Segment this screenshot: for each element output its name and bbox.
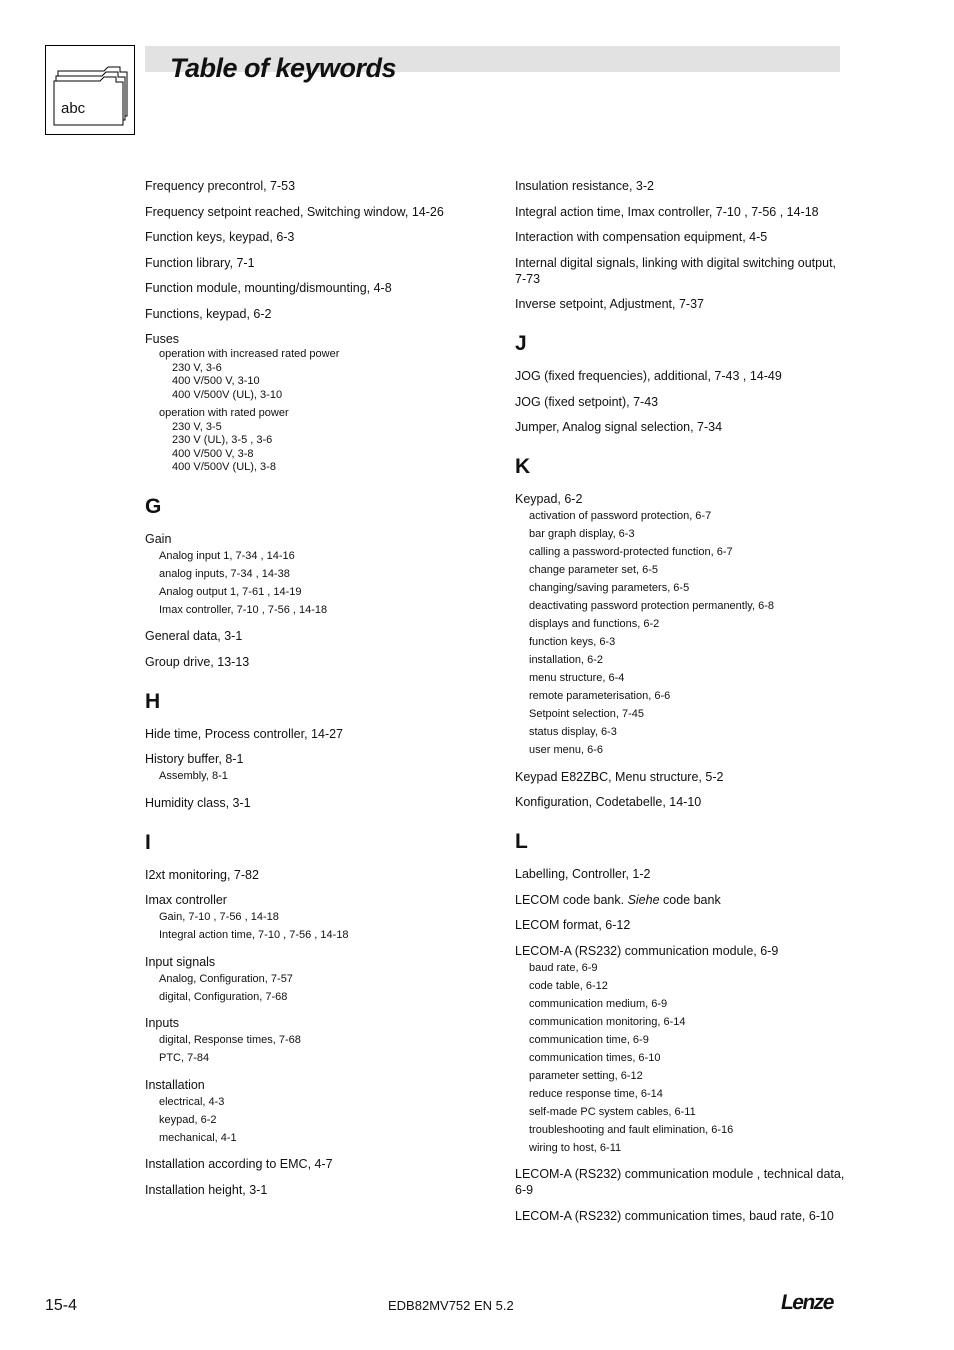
- index-entry: LECOM-A (RS232) communication module, 6-9: [515, 943, 779, 958]
- index-subentry: operation with rated power: [159, 407, 289, 419]
- index-entry: Frequency setpoint reached, Switching window, 14-26: [145, 204, 444, 219]
- index-entry: Integral action time, Imax controller, 7-10 , 7-56 , 14-18: [515, 204, 819, 219]
- index-entry: Gain: [145, 531, 172, 546]
- index-subentry: Gain, 7-10 , 7-56 , 14-18: [159, 911, 279, 923]
- see-reference: Siehe: [627, 892, 660, 907]
- page-number: 15-4: [45, 1297, 78, 1314]
- index-entry: Installation according to EMC, 4-7: [145, 1157, 333, 1171]
- index-subentry: reduce response time, 6-14: [529, 1087, 663, 1100]
- section-letter-j: J: [515, 332, 527, 355]
- section-letter-i: I: [145, 830, 151, 854]
- index-subentry: baud rate, 6-9: [529, 961, 598, 974]
- index-subentry: parameter setting, 6-12: [529, 1069, 643, 1082]
- index-entry: Input signals: [145, 954, 216, 969]
- index-subentry: Setpoint selection, 7-45: [529, 708, 644, 720]
- index-entry: Insulation resistance, 3-2: [515, 179, 654, 193]
- index-subentry: function keys, 6-3: [529, 636, 616, 648]
- index-subentry: communication times, 6-10: [529, 1051, 661, 1064]
- index-subentry: installation, 6-2: [529, 654, 603, 666]
- index-entry: Jumper, Analog signal selection, 7-34: [515, 420, 723, 434]
- folder-stack-icon: [46, 46, 136, 136]
- index-subentry: Integral action time, 7-10 , 7-56 , 14-18: [159, 929, 349, 941]
- index-subentry: menu structure, 6-4: [529, 672, 625, 684]
- index-entry: LECOM format, 6-12: [515, 918, 631, 932]
- index-entry: Installation: [145, 1077, 205, 1092]
- index-subentry: PTC, 7-84: [159, 1052, 210, 1064]
- index-subentry: Imax controller, 7-10 , 7-56 , 14-18: [159, 603, 328, 616]
- index-entry: LECOM-A (RS232) communication times, baud rate, 6-10: [515, 1208, 834, 1223]
- index-entry-lecom-code-bank: [515, 892, 845, 908]
- index-subentry: wiring to host, 6-11: [529, 1141, 622, 1154]
- entry-text: LECOM code bank.: [515, 892, 628, 907]
- index-subsubentry: 400 V/500 V, 3-8: [172, 447, 254, 460]
- index-subentry: activation of password protection, 6-7: [529, 510, 712, 522]
- section-icon: [45, 45, 135, 135]
- index-subentry: self-made PC system cables, 6-11: [529, 1105, 696, 1118]
- index-entry: Group drive, 13-13: [145, 654, 250, 669]
- index-subsubentry: 400 V/500V (UL), 3-10: [172, 388, 283, 401]
- index-subentry: calling a password-protected function, 6-7: [529, 546, 733, 558]
- index-subentry: Analog input 1, 7-34 , 14-16: [159, 549, 295, 562]
- index-subentry: communication medium, 6-9: [529, 997, 668, 1010]
- index-entry: Hide time, Process controller, 14-27: [145, 726, 344, 741]
- index-entry: Inverse setpoint, Adjustment, 7-37: [515, 297, 704, 311]
- index-entry: Function module, mounting/dismounting, 4-8: [145, 281, 392, 295]
- index-subentry: digital, Response times, 7-68: [159, 1034, 301, 1046]
- index-subentry: changing/saving parameters, 6-5: [529, 582, 690, 594]
- index-subentry: code table, 6-12: [529, 979, 608, 992]
- index-entry: Functions, keypad, 6-2: [145, 306, 272, 321]
- index-subsubentry: 230 V (UL), 3-5 , 3-6: [172, 434, 273, 446]
- index-subentry: Analog output 1, 7-61 , 14-19: [159, 585, 302, 598]
- index-subentry: displays and functions, 6-2: [529, 618, 660, 630]
- index-entry: JOG (fixed setpoint), 7-43: [515, 394, 659, 409]
- entry-text: code bank: [659, 892, 721, 907]
- index-entry: Internal digital signals, linking with digital switching output, 7-73: [515, 255, 837, 286]
- index-subsubentry: 400 V/500V (UL), 3-8: [172, 461, 276, 473]
- lenze-logo: Lenze: [779, 1291, 836, 1314]
- index-subentry: troubleshooting and fault elimination, 6-16: [529, 1123, 734, 1136]
- page-title: Table of keywords: [170, 53, 397, 83]
- index-entry: JOG (fixed frequencies), additional, 7-43 , 14-49: [515, 369, 782, 383]
- index-entry: Humidity class, 3-1: [145, 795, 251, 810]
- index-entry: Labelling, Controller, 1-2: [515, 867, 651, 881]
- index-subentry: keypad, 6-2: [159, 1113, 217, 1126]
- section-letter-k: K: [515, 455, 531, 478]
- icon-label: abc: [61, 100, 86, 117]
- index-entry: Konfiguration, Codetabelle, 14-10: [515, 795, 702, 809]
- index-entry: Function library, 7-1: [145, 255, 255, 270]
- index-subentry: user menu, 6-6: [529, 744, 603, 756]
- index-subsubentry: 230 V, 3-5: [172, 420, 222, 433]
- index-subentry: analog inputs, 7-34 , 14-38: [159, 567, 290, 580]
- index-entry: Keypad E82ZBC, Menu structure, 5-2: [515, 769, 724, 784]
- index-entry: Keypad, 6-2: [515, 492, 583, 506]
- index-subentry: digital, Configuration, 7-68: [159, 990, 288, 1003]
- index-subentry: Analog, Configuration, 7-57: [159, 972, 293, 985]
- index-subsubentry: 230 V, 3-6: [172, 361, 222, 374]
- index-entry: General data, 3-1: [145, 629, 243, 643]
- index-subentry: change parameter set, 6-5: [529, 564, 659, 576]
- section-letter-g: G: [145, 494, 162, 518]
- index-subentry: Assembly, 8-1: [159, 770, 228, 782]
- index-entry: History buffer, 8-1: [145, 752, 244, 766]
- index-subentry: mechanical, 4-1: [159, 1131, 237, 1144]
- right-column: [515, 178, 845, 1224]
- index-entry: Inputs: [145, 1016, 180, 1030]
- index-subentry: communication time, 6-9: [529, 1033, 649, 1046]
- index-entry: Installation height, 3-1: [145, 1182, 268, 1197]
- index-entry: Imax controller: [145, 893, 227, 907]
- section-letter-h: H: [145, 689, 161, 713]
- left-column: [145, 178, 495, 1198]
- index-subentry: deactivating password protection permanently, 6-8: [529, 600, 774, 612]
- index-entry: Function keys, keypad, 6-3: [145, 230, 295, 244]
- index-subentry: status display, 6-3: [529, 726, 617, 738]
- index-entry: Interaction with compensation equipment, 4-5: [515, 230, 768, 244]
- index-entry: LECOM-A (RS232) communication module , technical data, 6-9: [515, 1167, 845, 1197]
- index-subsubentry: 400 V/500 V, 3-10: [172, 375, 260, 387]
- index-subentry: electrical, 4-3: [159, 1095, 225, 1108]
- index-entry: Frequency precontrol, 7-53: [145, 179, 296, 193]
- index-subentry: communication monitoring, 6-14: [529, 1015, 686, 1028]
- section-letter-l: L: [515, 830, 528, 853]
- index-subentry: operation with increased rated power: [159, 348, 340, 360]
- index-subentry: remote parameterisation, 6-6: [529, 690, 671, 702]
- index-entry: I2xt monitoring, 7-82: [145, 867, 259, 882]
- index-subentry: bar graph display, 6-3: [529, 528, 635, 540]
- index-entry-fuses: Fuses: [145, 332, 180, 346]
- document-id: EDB82MV752 EN 5.2: [388, 1298, 514, 1313]
